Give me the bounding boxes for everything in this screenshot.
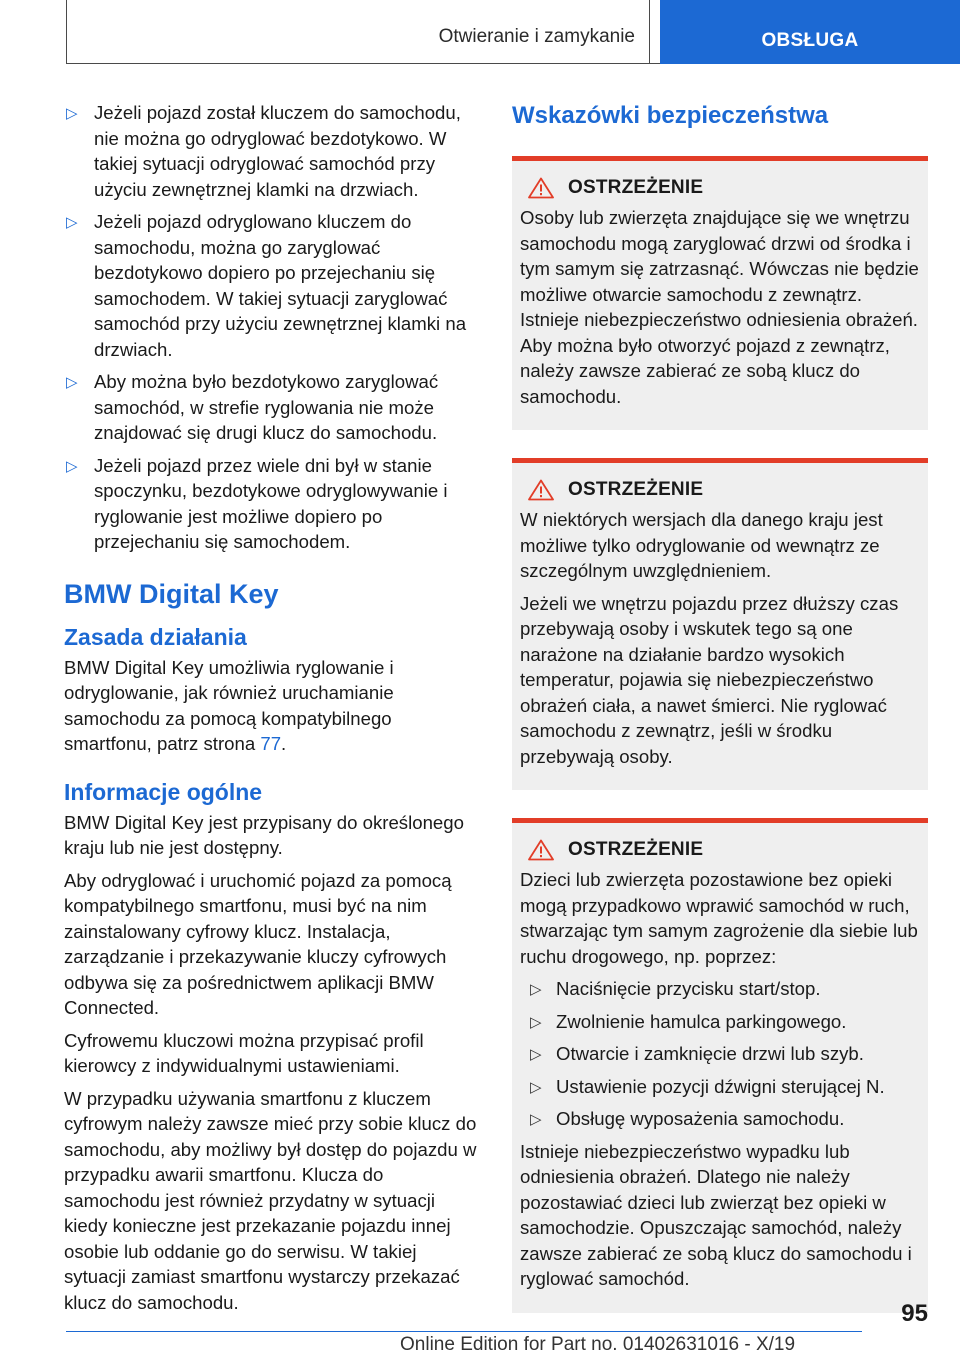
triangle-bullet-icon: ▷ [530, 1013, 542, 1031]
triangle-bullet-icon: ▷ [66, 457, 78, 475]
list-item: ▷ Obsługę wyposażenia samochodu. [520, 1106, 920, 1132]
header-bottom-rule [66, 63, 660, 64]
right-column [512, 98, 928, 1341]
warning-header [520, 839, 920, 861]
list-item: ▷ Jeżeli pojazd odryglowano kluczem do samochodu, można go zaryglować bezdotykowo dopiero po przejechaniu się samochodem. W takiej sytuacji zaryglować samochód przy użyciu zewnętrznej klamki na drzwiach. [66, 211, 467, 360]
warning-bullet-list [520, 976, 920, 1132]
list-item: ▷ Ustawienie pozycji dźwigni sterującej N. [520, 1074, 920, 1100]
warning-triangle-icon [528, 839, 554, 861]
warning-box [512, 458, 928, 790]
footer-rule [66, 1331, 862, 1332]
page-reference-link[interactable]: 77 [260, 733, 282, 754]
edition-note: Online Edition for Part no. 01402631016 - X/19 [400, 1334, 796, 1355]
warning-triangle-icon [528, 177, 554, 199]
left-column [64, 100, 479, 1322]
general-paragraph: W przypadku używania smartfonu z kluczem cyfrowym należy zawsze mieć przy sobie klucz do samochodu, aby możliwy był dostęp do pojazdu w przypadku awarii smartfonu. Klucza do samochodu jest również przydatny w sytuacji kiedy konieczne jest przekazanie pojazdu innej osobie lub oddanie go do serwisu. W takiej sytuacji zamiast smartfonu wystarczy przekazać klucz do samochodu. [64, 1087, 477, 1313]
list-item: ▷ Jeżeli pojazd został kluczem do samochodu, nie można go odryglować bezdotykowo. W takiej sytuacji odryglować samochód przy użyciu zewnętrznej klamki na drzwiach. [66, 102, 461, 200]
header-divider [649, 0, 650, 64]
list-item: ▷ Otwarcie i zamknięcie drzwi lub szyb. [520, 1041, 920, 1067]
triangle-bullet-icon: ▷ [530, 1078, 542, 1096]
section-title: Otwieranie i zamykanie [438, 26, 635, 47]
list-item: ▷ Naciśnięcie przycisku start/stop. [520, 976, 920, 1002]
chapter-tab[interactable]: OBSŁUGA [660, 0, 960, 64]
warning-text: W niektórych wersjach dla danego kraju jest możliwe tylko odryglowanie od wewnątrz ze szczególnym uwzględnieniem. [520, 509, 883, 581]
list-item: ▷ Jeżeli pojazd przez wiele dni był w stanie spoczynku, bezdotykowe odryglowywanie i ryglowanie jest możliwe dopiero po przejechaniu się samochodem. [66, 454, 448, 552]
triangle-bullet-icon: ▷ [530, 1046, 542, 1063]
warning-label: OSTRZEŻENIE [568, 479, 704, 500]
warning-text: Jeżeli we wnętrzu pojazdu przez dłuższy czas przebywają osoby i wskutek tego są one narażone na działanie bardzo wysokich temperatur, pojawia się niebezpieczeństwo obrażeń ciała, a nawet śmierci. Nie ryglować samochodu z zewnątrz, jeśli w środku przebywają osoby. [520, 592, 899, 767]
warning-triangle-icon [528, 479, 554, 501]
page-number: 95 [901, 1300, 928, 1327]
triangle-bullet-icon: ▷ [66, 214, 78, 231]
warning-text: Dzieci lub zwierzęta pozostawione bez opieki mogą przypadkowo wprawić samochód w ruch, stwarzając tym samym zagrożenie dla siebie lub ruchu drogowego, np. poprzez: [520, 869, 918, 967]
warning-header [520, 177, 920, 199]
warning-header [520, 479, 920, 501]
list-item: ▷ Zwolnienie hamulca parkingowego. [520, 1009, 920, 1035]
triangle-bullet-icon: ▷ [530, 1111, 542, 1128]
heading-digital-key: BMW Digital Key [64, 578, 279, 609]
warning-text: Osoby lub zwierzęta znajdujące się we wnętrzu samochodu mogą zaryglować drzwi od środka i tym samym się zatrzasnąć. Wówczas nie będzie możliwe otwarcie samochodu z zewnątrz. Istnieje niebezpieczeństwo odniesienia obrażeń. Aby można było otworzyć pojazd z zewnątrz, należy zawsze zabierać ze sobą klucz do samochodu. [520, 207, 919, 407]
heading-principle: Zasada działania [64, 623, 247, 650]
general-paragraph: Cyfrowemu kluczowi można przypisać profil kierowcy z indywidualnymi ustawieniami. [64, 1029, 424, 1076]
list-item: ▷ Aby można było bezdotykowo zaryglować samochód, w strefie ryglowania nie może znajdować się drugi klucz do samochodu. [66, 371, 439, 443]
warning-box [512, 818, 928, 1313]
triangle-bullet-icon: ▷ [66, 374, 78, 391]
safety-heading: Wskazówki bezpieczeństwa [512, 102, 829, 129]
keyless-bullet-list [64, 100, 479, 555]
general-paragraph: BMW Digital Key jest przypisany do określonego kraju lub nie jest dostępny. [64, 811, 464, 858]
heading-general-info: Informacje ogólne [64, 778, 263, 805]
warning-label: OSTRZEŻENIE [568, 177, 704, 198]
warning-box [512, 156, 928, 430]
warning-text: Istnieje niebezpieczeństwo wypadku lub odniesienia obrażeń. Dlatego nie należy pozostawiać dzieci lub zwierząt bez opieki w samochodzie. Opuszczając samochód, należy zawsze zabierać ze sobą klucz do samochodu i ryglować samochód. [520, 1140, 912, 1289]
triangle-bullet-icon: ▷ [66, 105, 78, 122]
general-paragraph: Aby odryglować i uruchomić pojazd za pomocą kompatybilnego smartfonu, musi być na nim zainstalowany cyfrowy klucz. Instalacja, zarządzanie i przekazywanie kluczy cyfrowych odbywa się za pośrednictwem aplikacji BMW Connected. [64, 869, 452, 1018]
warning-label: OSTRZEŻENIE [568, 839, 704, 860]
triangle-bullet-icon: ▷ [530, 981, 542, 998]
principle-paragraph: BMW Digital Key umożliwia ryglowanie i odryglowanie, jak również uruchamianie samochodu za pomocą kompatybilnego smartfonu, patrz strona 77. [64, 656, 394, 754]
